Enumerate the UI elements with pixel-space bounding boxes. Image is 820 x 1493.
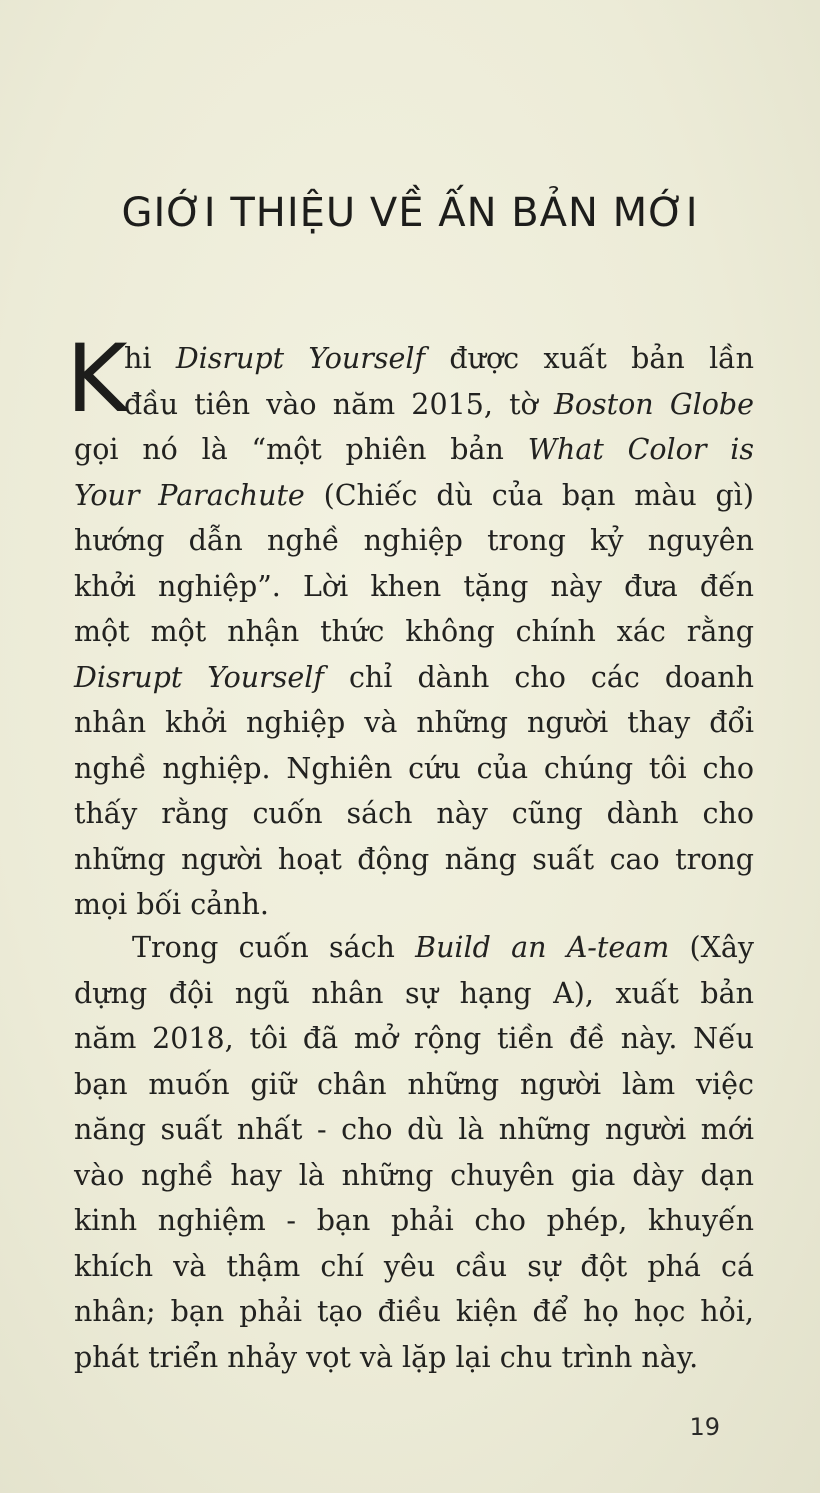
text-line: nghề nghiệp. Nghiên cứu của chúng tôi cho bbox=[74, 751, 754, 785]
text-line: hi Disrupt Yourself được xuất bản lần bbox=[124, 342, 755, 375]
text-line: mọi bối cảnh. bbox=[74, 888, 269, 921]
text-line: bạn muốn giữ chân những người làm việc bbox=[74, 1067, 754, 1101]
text-line: khởi nghiệp”. Lời khen tặng này đưa đến bbox=[74, 569, 754, 603]
text-line: nhân; bạn phải tạo điều kiện để họ học hỏi, bbox=[74, 1295, 754, 1328]
text-line: Trong cuốn sách Build an A-team (Xây bbox=[132, 931, 754, 964]
paragraph-1 bbox=[66, 325, 755, 928]
italic-title: Boston Globe bbox=[553, 387, 754, 421]
text-line: kinh nghiệm - bạn phải cho phép, khuyến bbox=[74, 1204, 754, 1237]
page-number: 19 bbox=[689, 1413, 720, 1441]
text-line: năm 2018, tôi đã mở rộng tiền đề này. Nếu bbox=[74, 1022, 754, 1055]
text-line: dựng đội ngũ nhân sự hạng A), xuất bản bbox=[74, 976, 754, 1010]
italic-title: Disrupt Yourself bbox=[74, 660, 324, 694]
text-line: vào nghề hay là những chuyên gia dày dạn bbox=[74, 1158, 754, 1192]
text-line: năng suất nhất - cho dù là những người mới bbox=[74, 1113, 754, 1146]
chapter-title: GIỚI THIỆU VỀ ẤN BẢN MỚI bbox=[121, 190, 699, 236]
text-line: phát triển nhảy vọt và lặp lại chu trình này. bbox=[74, 1340, 699, 1374]
text-line: nhân khởi nghiệp và những người thay đổi bbox=[74, 706, 754, 739]
italic-title: Build an A-team bbox=[415, 931, 670, 964]
text-line: đầu tiên vào năm 2015, tờ Boston Globe bbox=[124, 387, 754, 421]
italic-title: Disrupt Yourself bbox=[175, 342, 426, 375]
text-line: những người hoạt động năng suất cao trong bbox=[74, 842, 754, 876]
text-line: Your Parachute (Chiếc dù của bạn màu gì) bbox=[74, 478, 754, 512]
text-line: Disrupt Yourself chỉ dành cho các doanh bbox=[74, 660, 754, 694]
text-line: hướng dẫn nghề nghiệp trong kỷ nguyên bbox=[74, 524, 754, 557]
drop-cap: K bbox=[66, 325, 128, 434]
paragraph-2 bbox=[74, 925, 754, 1380]
italic-title: Your Parachute bbox=[74, 478, 305, 512]
text-line: gọi nó là “một phiên bản What Color is bbox=[74, 433, 754, 466]
text-line: một một nhận thức không chính xác rằng bbox=[74, 615, 754, 648]
text-line: thấy rằng cuốn sách này cũng dành cho bbox=[74, 797, 754, 830]
italic-title: What Color is bbox=[527, 433, 754, 466]
text-line: khích và thậm chí yêu cầu sự đột phá cá bbox=[74, 1249, 754, 1283]
